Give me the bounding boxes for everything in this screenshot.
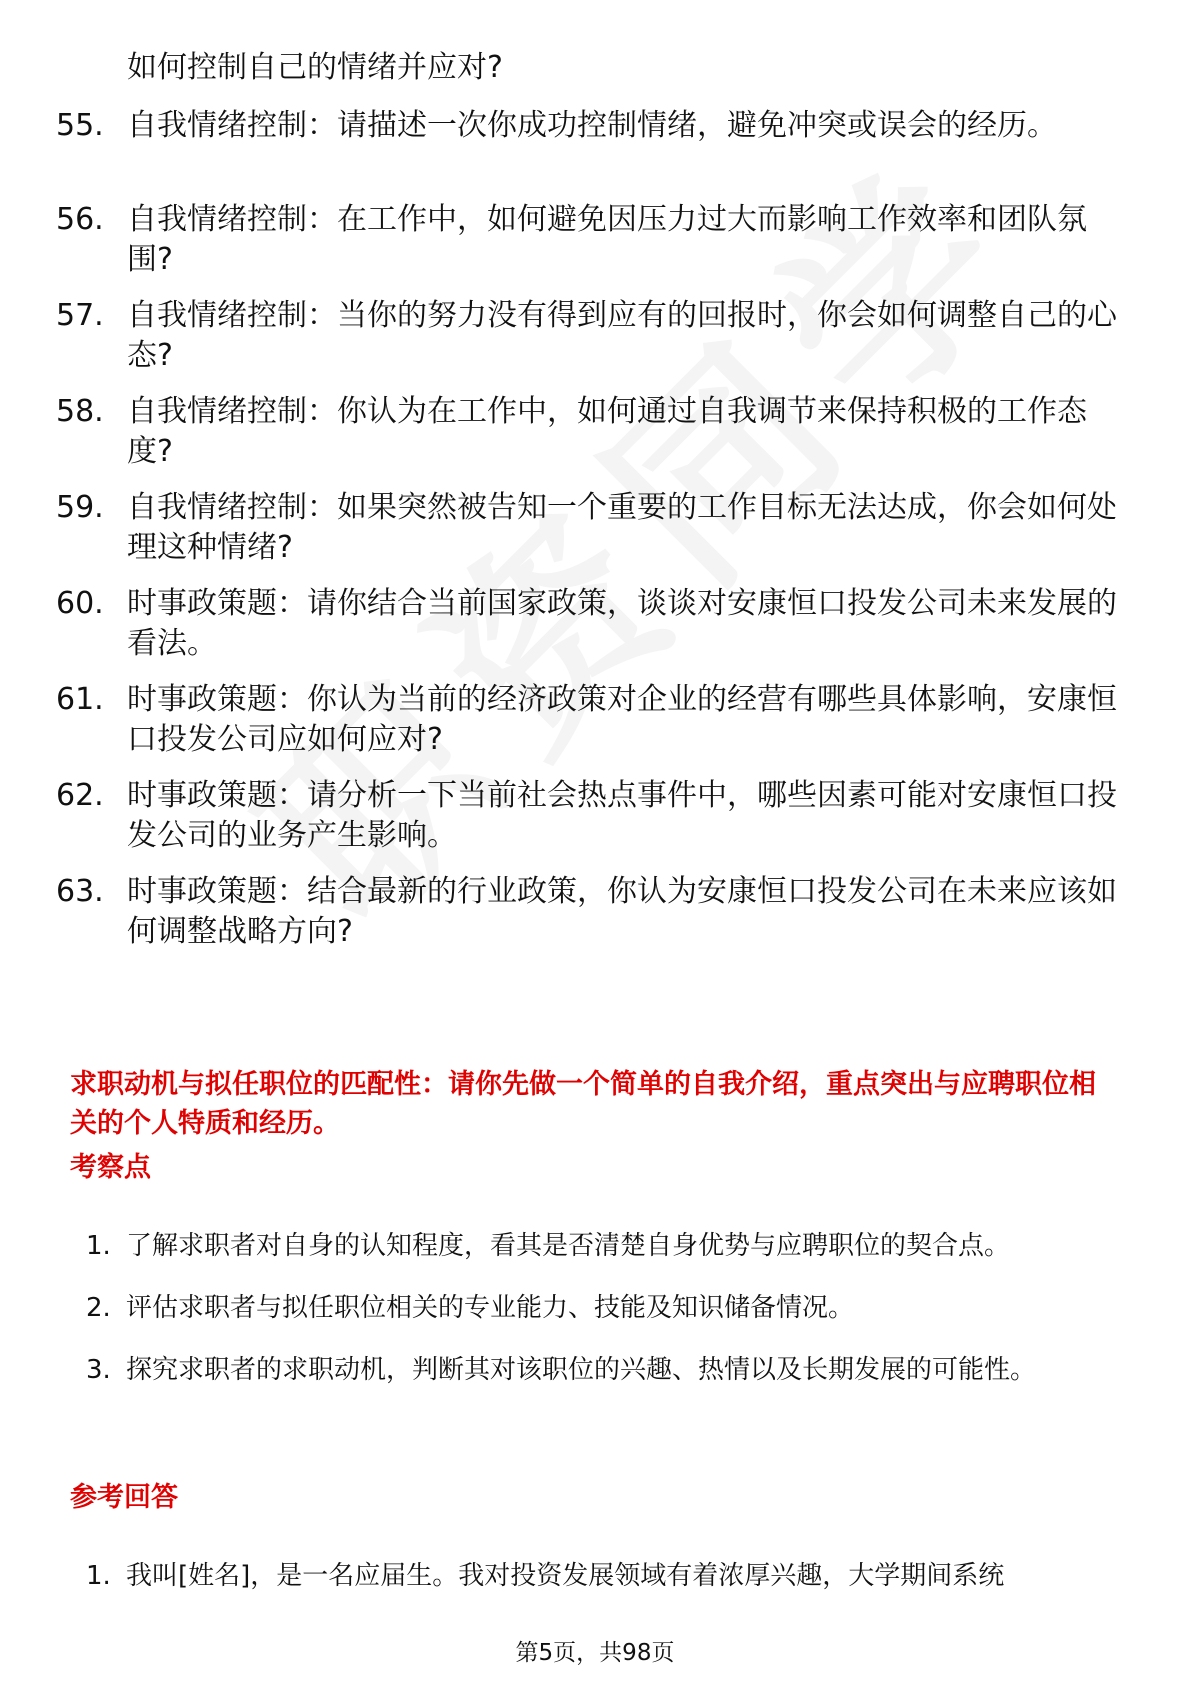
- focus-heading: 考察点: [70, 1152, 151, 1183]
- question-continuation: 如何控制自己的情绪并应对?: [127, 50, 503, 85]
- question-number: 61.: [56, 682, 104, 717]
- focus-item-text: 评估求职者与拟任职位相关的专业能力、技能及知识储备情况。: [126, 1293, 855, 1323]
- question-text: 时事政策题：你认为当前的经济政策对企业的经营有哪些具体影响，安康恒口投发公司应如何应对?: [127, 682, 1117, 757]
- question-number: 55.: [56, 108, 104, 143]
- section-title: 求职动机与拟任职位的匹配性：请你先做一个简单的自我介绍，重点突出与应聘职位相关的个人特质和经历。: [70, 1069, 1096, 1139]
- question-number: 62.: [56, 778, 104, 813]
- focus-item-number: 1.: [86, 1231, 111, 1261]
- question-text: 自我情绪控制：你认为在工作中，如何通过自我调节来保持积极的工作态度?: [127, 394, 1087, 469]
- question-number: 57.: [56, 298, 104, 333]
- question-text: 自我情绪控制：当你的努力没有得到应有的回报时，你会如何调整自己的心态?: [127, 298, 1117, 373]
- answer-item-number: 1.: [86, 1561, 111, 1591]
- focus-item-text: 了解求职者对自身的认知程度，看其是否清楚自身优势与应聘职位的契合点。: [126, 1231, 1011, 1261]
- question-text: 时事政策题：结合最新的行业政策，你认为安康恒口投发公司在未来应该如何调整战略方向?: [127, 874, 1117, 949]
- question-number: 56.: [56, 202, 104, 237]
- question-text: 时事政策题：请你结合当前国家政策，谈谈对安康恒口投发公司未来发展的看法。: [127, 586, 1117, 661]
- question-number: 60.: [56, 586, 104, 621]
- answer-item-text: 我叫[姓名]，是一名应届生。我对投资发展领域有着浓厚兴趣，大学期间系统: [126, 1561, 1005, 1591]
- question-text: 时事政策题：请分析一下当前社会热点事件中，哪些因素可能对安康恒口投发公司的业务产生影响。: [127, 778, 1117, 853]
- page-footer: 第5页，共98页: [515, 1640, 675, 1666]
- question-text: 自我情绪控制：在工作中，如何避免因压力过大而影响工作效率和团队氛围?: [127, 202, 1087, 277]
- question-number: 58.: [56, 394, 104, 429]
- focus-item-number: 3.: [86, 1355, 111, 1385]
- answer-heading: 参考回答: [70, 1482, 178, 1513]
- focus-item-number: 2.: [86, 1293, 111, 1323]
- focus-item-text: 探究求职者的求职动机，判断其对该职位的兴趣、热情以及长期发展的可能性。: [126, 1355, 1037, 1385]
- question-number: 59.: [56, 490, 104, 525]
- question-text: 自我情绪控制：请描述一次你成功控制情绪，避免冲突或误会的经历。: [127, 108, 1057, 143]
- question-number: 63.: [56, 874, 104, 909]
- question-text: 自我情绪控制：如果突然被告知一个重要的工作目标无法达成，你会如何处理这种情绪?: [127, 490, 1117, 565]
